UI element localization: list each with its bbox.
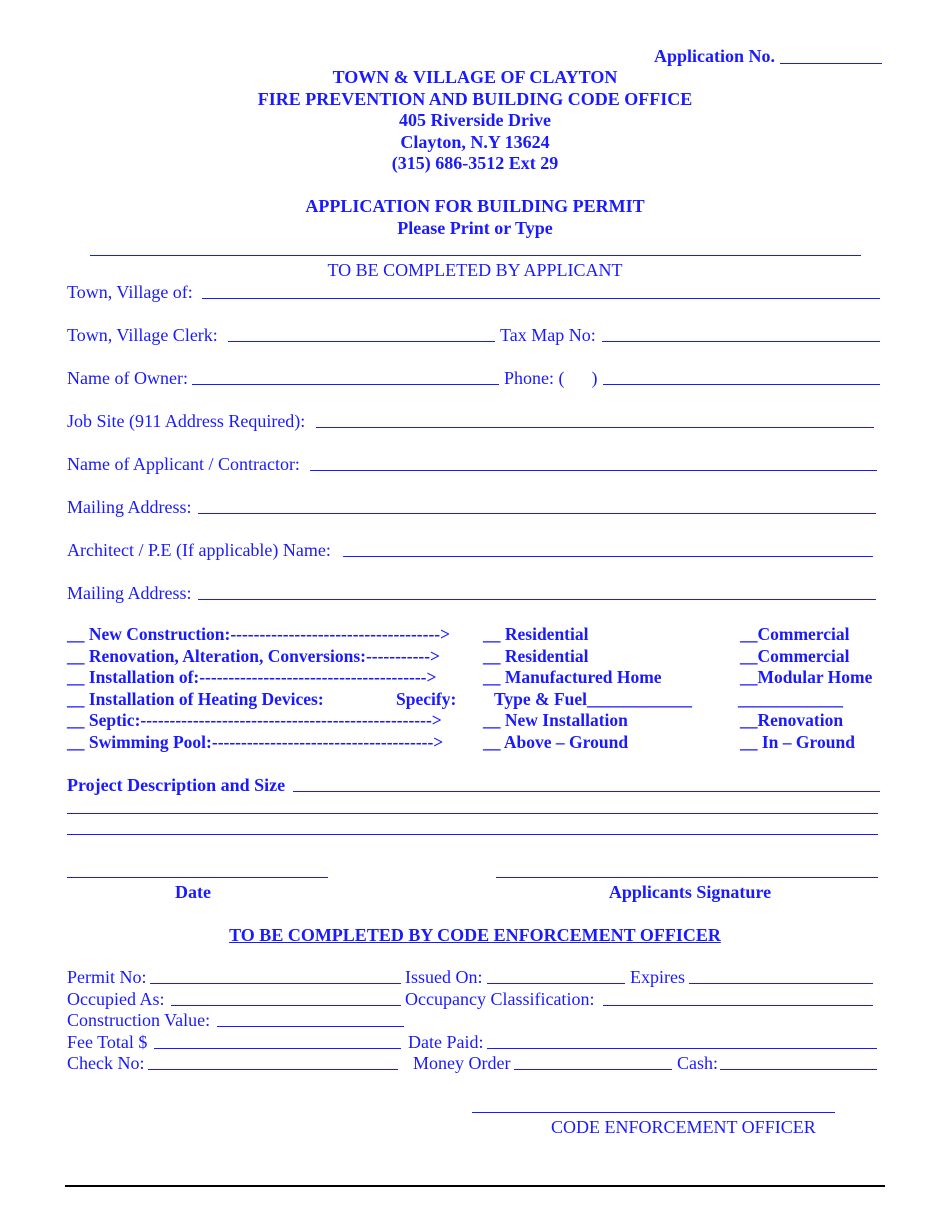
town-village-clerk-label: Town, Village Clerk: [67, 325, 218, 345]
cash-field[interactable] [720, 1069, 877, 1070]
septic-renovation-option[interactable]: __Renovation [740, 710, 844, 730]
project-description-field-1[interactable] [293, 791, 880, 792]
architect-label: Architect / P.E (If applicable) Name: [67, 540, 331, 560]
mailing-address-label-1: Mailing Address: [67, 497, 192, 517]
mailing-address-field-2[interactable] [198, 599, 876, 600]
construction-value-label: Construction Value: [67, 1010, 211, 1030]
expires-label: Expires [630, 967, 685, 987]
mailing-address-label-2: Mailing Address: [67, 583, 192, 603]
permit-no-label: Permit No: [67, 967, 147, 987]
name-of-owner-label: Name of Owner: [67, 368, 188, 388]
date-paid-field[interactable] [487, 1048, 877, 1049]
occupancy-classification-field[interactable] [603, 1005, 873, 1006]
cash-label: Cash: [677, 1053, 719, 1073]
check-no-label: Check No: [67, 1053, 145, 1073]
check-no-field[interactable] [148, 1069, 398, 1070]
project-description-field-3[interactable] [67, 834, 878, 835]
town-village-of-label: Town, Village of: [67, 282, 193, 302]
installation-modular-home-option[interactable]: __Modular Home [740, 667, 873, 687]
phone-label: Phone: ( ) [504, 368, 598, 388]
header-line-office: FIRE PREVENTION AND BUILDING CODE OFFICE [257, 89, 693, 109]
renovation-commercial-option[interactable]: __Commercial [740, 646, 850, 666]
phone-field[interactable] [603, 384, 880, 385]
permit-no-field[interactable] [150, 983, 401, 984]
officer-signature-label: CODE ENFORCEMENT OFFICER [551, 1117, 816, 1137]
money-order-field[interactable] [514, 1069, 672, 1070]
officer-signature-field[interactable] [472, 1112, 835, 1113]
applicant-section-title: TO BE COMPLETED BY APPLICANT [327, 260, 623, 280]
officer-section-title: TO BE COMPLETED BY CODE ENFORCEMENT OFFICER [229, 925, 721, 945]
header-line-phone: (315) 686-3512 Ext 29 [391, 153, 559, 173]
heating-type-fuel-extra-field[interactable]: ____________ [738, 689, 843, 709]
applicant-contractor-label: Name of Applicant / Contractor: [67, 454, 300, 474]
occupied-as-field[interactable] [171, 1005, 401, 1006]
project-description-field-2[interactable] [67, 813, 878, 814]
header-line-city: Clayton, N.Y 13624 [400, 132, 550, 152]
installation-manufactured-home-option[interactable]: __ Manufactured Home [483, 667, 662, 687]
application-no-label: Application No. [654, 46, 776, 66]
project-description-label: Project Description and Size [67, 775, 286, 795]
town-village-of-field[interactable] [202, 298, 880, 299]
mailing-address-field-1[interactable] [198, 513, 876, 514]
town-village-clerk-field[interactable] [228, 341, 495, 342]
heating-type-fuel-field[interactable]: Type & Fuel____________ [494, 689, 693, 709]
issued-on-field[interactable] [487, 983, 625, 984]
fee-total-label: Fee Total $ [67, 1032, 148, 1052]
renovation-residential-option[interactable]: __ Residential [483, 646, 589, 666]
money-order-label: Money Order [413, 1053, 511, 1073]
header-divider [90, 255, 861, 256]
date-paid-label: Date Paid: [408, 1032, 484, 1052]
work-type-installation[interactable]: __ Installation of:---------------------------------------> [67, 667, 437, 687]
header-line-street: 405 Riverside Drive [399, 110, 551, 130]
architect-field[interactable] [343, 556, 873, 557]
occupancy-classification-label: Occupancy Classification: [405, 989, 595, 1009]
septic-new-installation-option[interactable]: __ New Installation [483, 710, 628, 730]
job-site-field[interactable] [316, 427, 874, 428]
occupied-as-label: Occupied As: [67, 989, 165, 1009]
issued-on-label: Issued On: [405, 967, 483, 987]
work-type-new-construction[interactable]: __ New Construction:------------------------------------> [67, 624, 451, 644]
applicant-signature-label: Applicants Signature [608, 882, 772, 902]
work-type-heating-devices[interactable]: __ Installation of Heating Devices: [67, 689, 324, 709]
work-type-swimming-pool[interactable]: __ Swimming Pool:--------------------------------------> [67, 732, 444, 752]
pool-above-ground-option[interactable]: __ Above – Ground [483, 732, 629, 752]
heating-specify-label: Specify: [396, 689, 457, 709]
work-type-renovation[interactable]: __ Renovation, Alteration, Conversions:-----------> [67, 646, 441, 666]
date-field[interactable] [67, 877, 328, 878]
new-construction-commercial-option[interactable]: __Commercial [740, 624, 850, 644]
new-construction-residential-option[interactable]: __ Residential [483, 624, 589, 644]
pool-in-ground-option[interactable]: __ In – Ground [740, 732, 855, 752]
fee-total-field[interactable] [154, 1048, 401, 1049]
construction-value-field[interactable] [217, 1026, 404, 1027]
date-label: Date [175, 882, 211, 902]
form-title: APPLICATION FOR BUILDING PERMIT [305, 196, 645, 216]
form-subtitle: Please Print or Type [397, 218, 553, 238]
application-no-line[interactable] [780, 63, 882, 64]
header-line-town: TOWN & VILLAGE OF CLAYTON [332, 67, 618, 87]
tax-map-no-field[interactable] [602, 341, 880, 342]
expires-field[interactable] [689, 983, 873, 984]
footer-rule [65, 1185, 885, 1187]
name-of-owner-field[interactable] [192, 384, 499, 385]
work-type-septic[interactable]: __ Septic:--------------------------------------------------> [67, 710, 442, 730]
applicant-contractor-field[interactable] [310, 470, 877, 471]
job-site-label: Job Site (911 Address Required): [67, 411, 306, 431]
tax-map-no-label: Tax Map No: [500, 325, 596, 345]
applicant-signature-field[interactable] [496, 877, 878, 878]
